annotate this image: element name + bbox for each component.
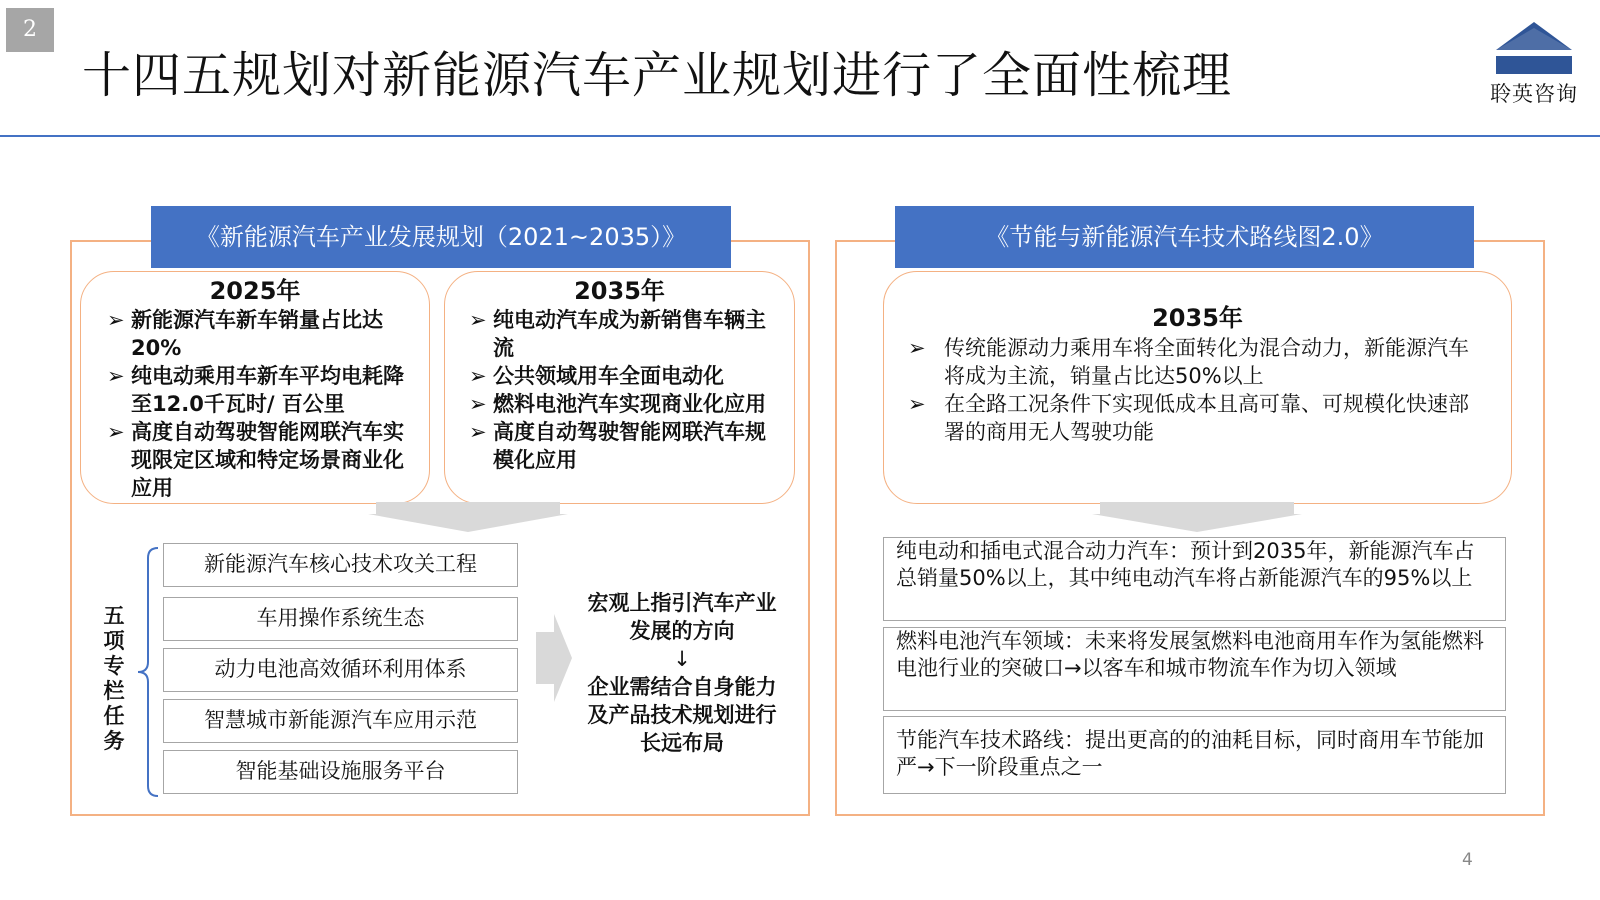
bullet-arrow-icon: ➢: [107, 308, 125, 332]
tasks-label: 五项专栏任务: [103, 604, 125, 753]
task-item: 新能源汽车核心技术攻关工程: [163, 543, 518, 587]
bullet-arrow-icon: ➢: [469, 308, 487, 332]
bullet-arrow-icon: ➢: [107, 420, 125, 444]
conclusion-arrow: ↓: [673, 647, 691, 671]
task-item: 智慧城市新能源汽车应用示范: [163, 699, 518, 743]
conclusion-top: 宏观上指引汽车产业发展的方向: [587, 591, 777, 643]
bullet-arrow-icon: ➢: [107, 364, 125, 388]
list-item: ➢ 在全路工况条件下实现低成本且高可靠、可规模化快速部署的商用无人驾驶功能: [908, 392, 1469, 444]
box-2035-right-list: [884, 334, 1511, 446]
logo-text: 聆英咨询: [1490, 82, 1578, 106]
right-arrow-icon: [536, 614, 572, 702]
box-2025: [80, 271, 430, 504]
task-item: 智能基础设施服务平台: [163, 750, 518, 794]
bullet-arrow-icon: ➢: [469, 420, 487, 444]
task-item: 动力电池高效循环利用体系: [163, 648, 518, 692]
bullet-arrow-icon: ➢: [469, 392, 487, 416]
list-item: ➢ 公共领域用车全面电动化: [469, 364, 724, 388]
down-arrow-icon: [368, 502, 568, 532]
list-item: ➢ 高度自动驾驶智能网联汽车规模化应用: [469, 420, 766, 472]
logo-mark-icon: [1494, 20, 1574, 76]
page-title: 十四五规划对新能源汽车产业规划进行了全面性梳理: [82, 47, 1233, 104]
bullet-arrow-icon: ➢: [469, 364, 487, 388]
box-2035-left: [444, 271, 795, 504]
left-panel-banner: 《新能源汽车产业发展规划（2021~2035）》: [151, 206, 731, 268]
bracket-icon: [134, 546, 164, 798]
slide-number-badge: 2: [6, 8, 54, 52]
page-number: 4: [1462, 850, 1473, 870]
right-panel-banner: 《节能与新能源汽车技术路线图2.0》: [895, 206, 1474, 268]
bullet-arrow-icon: ➢: [908, 392, 926, 416]
header-divider: [0, 135, 1600, 137]
box-2035-right-year: 2035年: [1152, 304, 1243, 332]
detail-box: 节能汽车技术路线：提出更高的的油耗目标，同时商用车节能加严→下一阶段重点之一: [883, 716, 1506, 794]
box-2035-list: [445, 306, 794, 474]
bullet-arrow-icon: ➢: [908, 336, 926, 360]
list-item: ➢ 高度自动驾驶智能网联汽车实现限定区域和特定场景商业化应用: [107, 420, 404, 500]
box-2035-year: 2035年: [574, 277, 665, 305]
list-item: ➢ 燃料电池汽车实现商业化应用: [469, 392, 766, 416]
list-item: ➢ 传统能源动力乘用车将全面转化为混合动力，新能源汽车将成为主流，销量占比达50%以上: [908, 336, 1469, 388]
conclusion-block: [582, 589, 782, 757]
list-item: ➢ 纯电动汽车成为新销售车辆主流: [469, 308, 766, 360]
box-2025-year: 2025年: [209, 277, 301, 305]
down-arrow-icon: [1092, 502, 1302, 532]
detail-box: 纯电动和插电式混合动力汽车：预计到2035年，新能源汽车占总销量50%以上，其中纯电动汽车将占新能源汽车的95%以上: [883, 537, 1506, 621]
list-item: ➢ 新能源汽车新车销量占比达20%: [107, 308, 383, 360]
box-2025-list: [81, 306, 429, 502]
list-item: ➢ 纯电动乘用车新车平均电耗降至12.0千瓦时/ 百公里: [107, 364, 404, 416]
task-item: 车用操作系统生态: [163, 597, 518, 641]
company-logo: [1478, 20, 1590, 120]
detail-box: 燃料电池汽车领域：未来将发展氢燃料电池商用车作为氢能燃料电池行业的突破口→以客车和城市物流车作为切入领域: [883, 627, 1506, 711]
conclusion-bottom: 企业需结合自身能力及产品技术规划进行长远布局: [587, 675, 777, 755]
box-2035-right: [883, 271, 1512, 504]
